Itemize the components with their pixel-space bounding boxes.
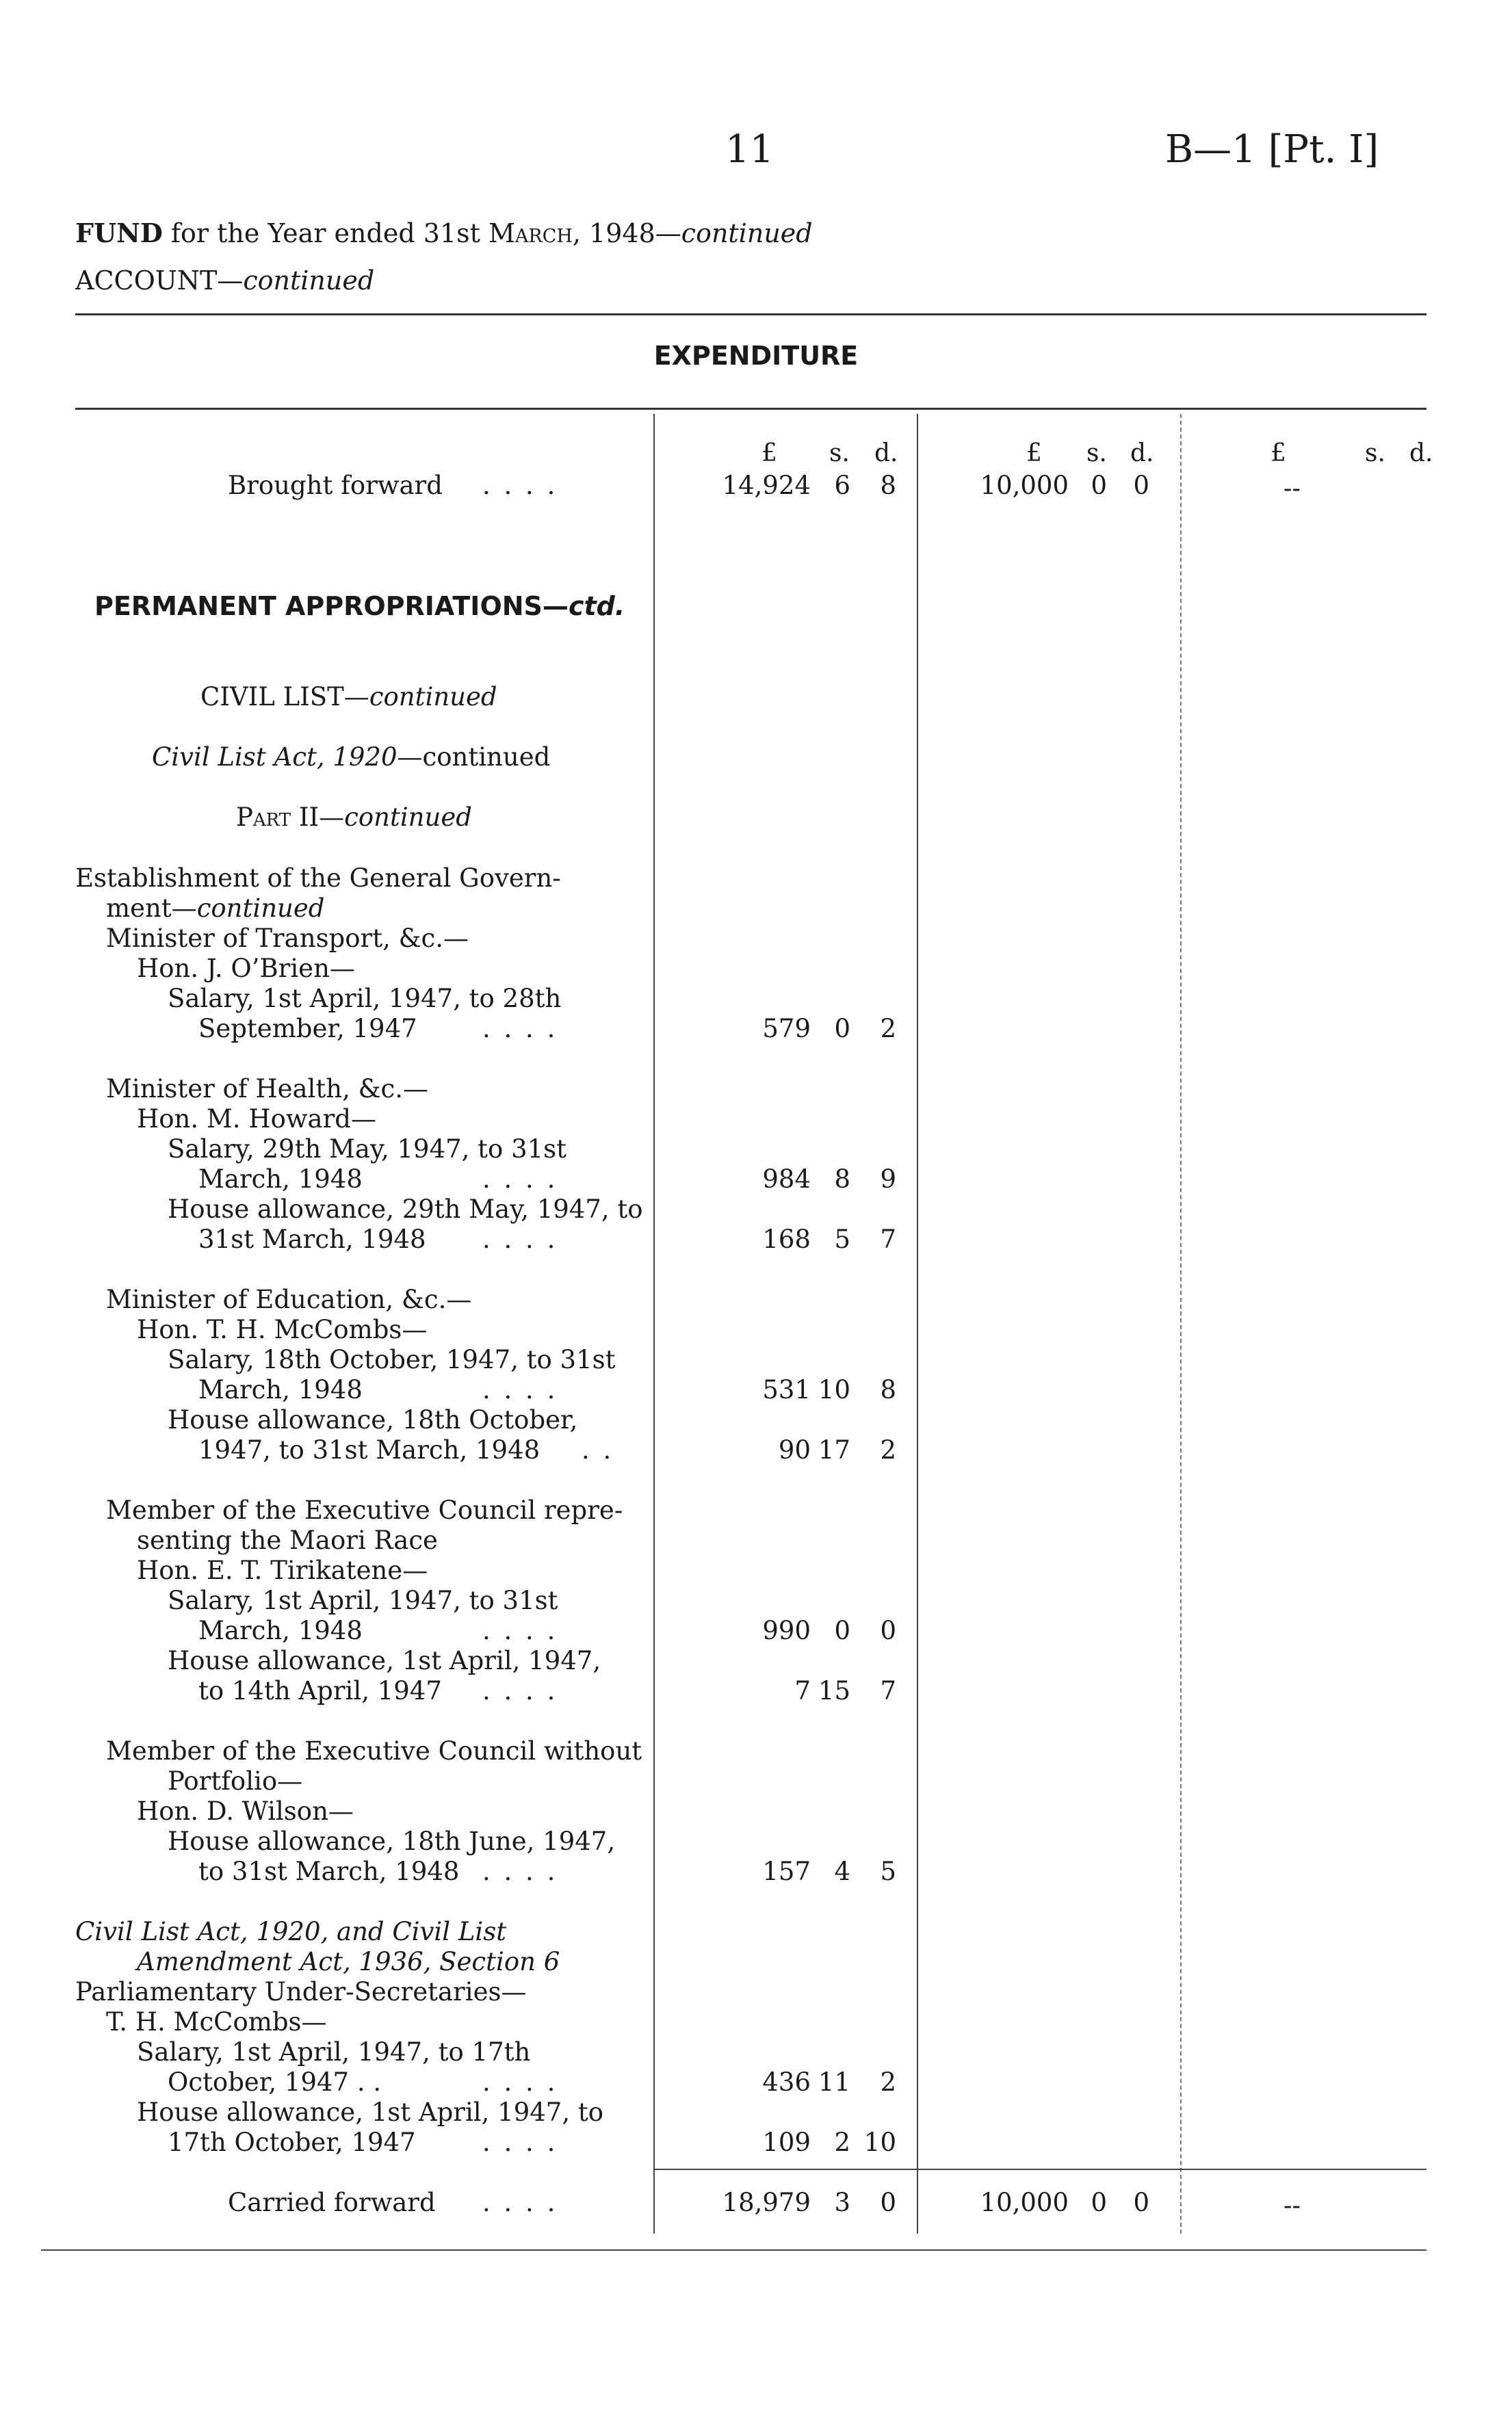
obrien-salary-dots: . . . . [482, 1014, 558, 1043]
mccombs-house-pence: 2 [880, 1435, 896, 1465]
tirikatene-salary-line-2: March, 1948 [198, 1616, 363, 1645]
cf-col3-dash: -- [1283, 2191, 1301, 2220]
tirikatene-salary-pence: 0 [880, 1616, 896, 1645]
mccombs-under-secretary: T. H. McCombs— [106, 2007, 327, 2037]
civil-list-act-rest: —continued [397, 742, 551, 772]
howard-salary-pence: 9 [880, 1164, 896, 1194]
mccombs-house-pounds: 90 [778, 1435, 811, 1465]
section-title: EXPENDITURE [653, 341, 859, 371]
fund-year-text: for the Year ended 31st [162, 218, 488, 248]
column-divider-3 [1180, 414, 1182, 2234]
civil-list-act-italic: Civil List Act, 1920 [152, 742, 397, 772]
bf-col2-pounds: 10,000 [980, 471, 1069, 500]
mccombs-salary-line-2: March, 1948 [198, 1375, 363, 1405]
mccombs2-house-line-2: 17th October, 1947 [168, 2128, 416, 2157]
maori-member-line-1: Member of the Executive Council repre- [106, 1495, 623, 1525]
cf-col1-pounds: 18,979 [722, 2188, 811, 2217]
tirikatene-salary-shillings: 0 [834, 1616, 850, 1645]
howard-house-line-2: 31st March, 1948 [198, 1225, 426, 1254]
permanent-heading-text: PERMANENT APPROPRIATIONS— [94, 591, 569, 621]
col3-pound: £ [1270, 439, 1286, 467]
header-rule [75, 313, 1426, 315]
col2-pound: £ [1026, 439, 1042, 467]
fund-month: March [488, 218, 573, 248]
minister-education: Minister of Education, &c.— [106, 1285, 472, 1314]
obrien-salary-pounds: 579 [762, 1014, 811, 1043]
cf-col2-shillings: 0 [1091, 2188, 1107, 2217]
under-secretaries: Parliamentary Under-Secretaries— [75, 1977, 527, 2007]
tirikatene-salary-dots: . . . . [482, 1616, 558, 1645]
part-continued: continued [344, 802, 472, 832]
mccombs-salary-dots: . . . . [482, 1375, 558, 1405]
carried-forward-label: Carried forward [228, 2188, 436, 2217]
table-top-rule [75, 408, 1426, 410]
account-continued: continued [243, 265, 375, 296]
col3-pence: d. [1409, 439, 1433, 467]
cf-col2-pence: 0 [1133, 2188, 1149, 2217]
mccombs2-house-dots: . . . . [482, 2128, 558, 2157]
bf-col1-pounds: 14,924 [722, 471, 811, 500]
mccombs2-house-pounds: 109 [762, 2128, 811, 2157]
obrien-salary-pence: 2 [880, 1014, 896, 1043]
wilson-house-dots: . . . . [482, 1857, 558, 1886]
total-rule [653, 2169, 1426, 2170]
mccombs2-salary-line-2: October, 1947 . . [168, 2067, 382, 2097]
col2-shilling: s. [1086, 439, 1107, 467]
amendment-act-line-1: Civil List Act, 1920, and Civil List [75, 1917, 507, 1946]
minister-health: Minister of Health, &c.— [106, 1074, 429, 1103]
mccombs-salary-line-1: Salary, 18th October, 1947, to 31st [168, 1345, 616, 1374]
cf-col1-pence: 0 [880, 2188, 896, 2217]
mccombs-house-line-2: 1947, to 31st March, 1948 [198, 1435, 540, 1465]
wilson-house-shillings: 4 [834, 1857, 850, 1886]
wilson-house-line-2: to 31st March, 1948 [198, 1857, 460, 1886]
establishment-line-1: Establishment of the General Govern- [75, 863, 561, 893]
col1-pound: £ [761, 439, 777, 467]
tirikatene-house-shillings: 15 [818, 1676, 850, 1706]
fund-word: FUND [75, 218, 163, 248]
establishment-line-2 [106, 893, 324, 923]
tirikatene-house-dots: . . . . [482, 1676, 558, 1706]
tirikatene-house-pounds: 7 [794, 1676, 811, 1706]
mccombs2-house-shillings: 2 [834, 2128, 850, 2157]
brought-forward-label: Brought forward [228, 471, 443, 500]
howard-house-pounds: 168 [762, 1225, 811, 1254]
mccombs2-salary-dots: . . . . [482, 2067, 558, 2097]
account-header [75, 265, 374, 296]
amendment-act-line-2: Amendment Act, 1936, Section 6 [137, 1947, 560, 1976]
howard-salary-pounds: 984 [762, 1164, 811, 1194]
mccombs-salary-shillings: 10 [818, 1375, 850, 1405]
hon-mccombs: Hon. T. H. McCombs— [137, 1315, 428, 1344]
table-bottom-rule [41, 2249, 1426, 2251]
mccombs-house-line-1: House allowance, 18th October, [168, 1405, 578, 1435]
hon-howard: Hon. M. Howard— [137, 1104, 376, 1134]
document-reference: B—1 [Pt. I] [1165, 127, 1379, 172]
obrien-salary-shillings: 0 [834, 1014, 850, 1043]
brought-forward-dots: . . . . [482, 471, 558, 500]
without-portfolio-line-2: Portfolio— [168, 1766, 303, 1796]
mccombs2-salary-pence: 2 [880, 2067, 896, 2097]
hon-obrien: Hon. J. O’Brien— [137, 954, 355, 983]
obrien-salary-line-1: Salary, 1st April, 1947, to 28th [168, 984, 562, 1013]
bf-col1-pence: 8 [880, 471, 896, 500]
tirikatene-house-pence: 7 [880, 1676, 896, 1706]
col1-pence: d. [874, 439, 898, 467]
mccombs2-salary-line-1: Salary, 1st April, 1947, to 17th [137, 2037, 531, 2067]
bf-col2-pence: 0 [1133, 471, 1149, 500]
wilson-house-pounds: 157 [762, 1857, 811, 1886]
civil-list-text: CIVIL LIST— [200, 682, 369, 711]
tirikatene-house-line-1: House allowance, 1st April, 1947, [168, 1646, 601, 1675]
howard-house-line-1: House allowance, 29th May, 1947, to [168, 1194, 643, 1224]
mccombs-salary-pence: 8 [880, 1375, 896, 1405]
tirikatene-salary-pounds: 990 [762, 1616, 811, 1645]
wilson-house-pence: 5 [880, 1857, 896, 1886]
cf-col2-pounds: 10,000 [980, 2188, 1069, 2217]
fund-continued: continued [681, 218, 813, 248]
hon-tirikatene: Hon. E. T. Tirikatene— [137, 1556, 428, 1585]
part-two-heading [236, 802, 472, 832]
mccombs2-salary-shillings: 11 [818, 2067, 850, 2097]
mccombs2-house-pence: 10 [863, 2128, 896, 2157]
bf-col3-dash: -- [1283, 473, 1301, 503]
cf-col1-shillings: 3 [834, 2188, 850, 2217]
mccombs-house-dots: . . [582, 1435, 614, 1465]
howard-house-shillings: 5 [834, 1225, 850, 1254]
part-prefix: Part [236, 802, 291, 832]
col1-shilling: s. [829, 439, 850, 467]
maori-member-line-2: senting the Maori Race [137, 1526, 438, 1555]
establishment-continued: continued [196, 893, 325, 923]
column-divider-2 [917, 414, 918, 2234]
hon-wilson: Hon. D. Wilson— [137, 1797, 354, 1826]
column-divider-1 [653, 414, 655, 2234]
howard-salary-line-1: Salary, 29th May, 1947, to 31st [168, 1134, 567, 1164]
wilson-house-line-1: House allowance, 18th June, 1947, [168, 1827, 616, 1856]
mccombs2-house-line-1: House allowance, 1st April, 1947, to [137, 2098, 603, 2127]
howard-house-pence: 7 [880, 1225, 896, 1254]
obrien-salary-line-2: September, 1947 [198, 1014, 417, 1043]
minister-transport: Minister of Transport, &c.— [106, 924, 469, 953]
howard-house-dots: . . . . [482, 1225, 558, 1254]
mccombs2-salary-pounds: 436 [762, 2067, 811, 2097]
part-number: II— [291, 802, 345, 832]
without-portfolio-line-1: Member of the Executive Council without [106, 1736, 642, 1766]
col2-pence: d. [1130, 439, 1154, 467]
permanent-heading-ctd: ctd. [568, 591, 625, 621]
howard-salary-dots: . . . . [482, 1164, 558, 1194]
mccombs-house-shillings: 17 [818, 1435, 850, 1465]
establishment-word: ment— [106, 893, 197, 923]
account-word: ACCOUNT— [75, 265, 244, 296]
fund-year: , 1948— [572, 218, 681, 248]
tirikatene-house-line-2: to 14th April, 1947 [198, 1676, 442, 1706]
bf-col1-shillings: 6 [834, 471, 850, 500]
howard-salary-shillings: 8 [834, 1164, 850, 1194]
howard-salary-line-2: March, 1948 [198, 1164, 363, 1194]
fund-header [75, 218, 813, 248]
bf-col2-shillings: 0 [1091, 471, 1107, 500]
civil-list-continued: continued [369, 682, 497, 711]
civil-list-act-heading [152, 742, 550, 772]
civil-list-heading [200, 682, 497, 711]
carried-forward-dots: . . . . [482, 2188, 558, 2217]
col3-shilling: s. [1365, 439, 1385, 467]
tirikatene-salary-line-1: Salary, 1st April, 1947, to 31st [168, 1586, 558, 1615]
permanent-appropriations-heading [94, 591, 625, 621]
page-number: 11 [725, 127, 774, 172]
mccombs-salary-pounds: 531 [762, 1375, 811, 1405]
